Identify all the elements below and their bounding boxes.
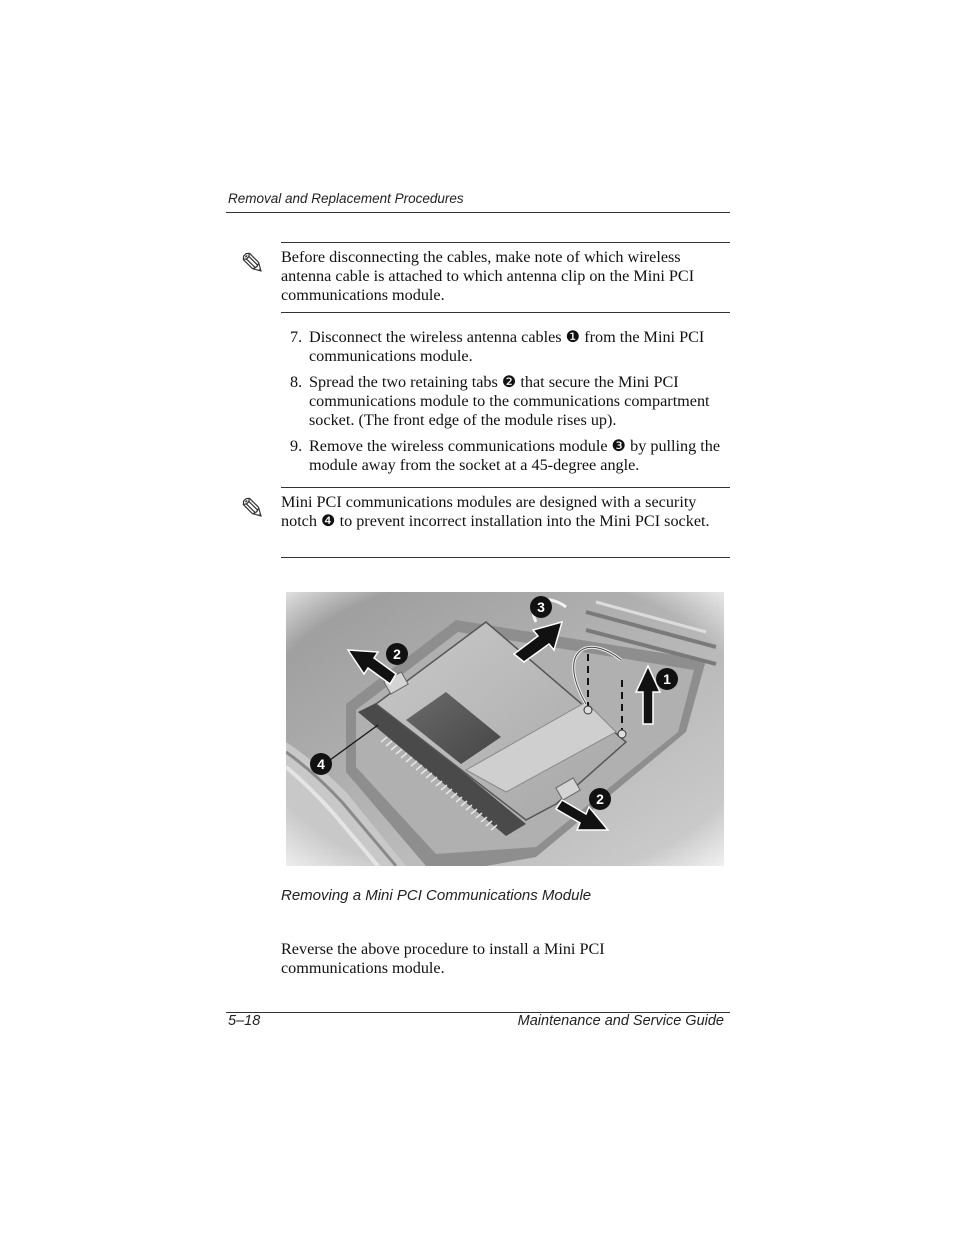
- svg-text:2: 2: [596, 791, 604, 807]
- list-item: [290, 437, 740, 477]
- step-text: Remove the wireless communications module ❸ by pulling the module away from the socket at a 45-degree angle.: [309, 437, 721, 474]
- svg-text:1: 1: [663, 671, 671, 687]
- note-bottom-rule: [281, 557, 730, 558]
- header-rule: [226, 212, 730, 213]
- mini-pci-removal-illustration: [286, 592, 724, 866]
- step-number: 9.: [290, 437, 303, 455]
- page-number: 5–18: [228, 1013, 261, 1029]
- callout-2: [589, 788, 611, 810]
- figure-caption: Removing a Mini PCI Communications Module: [281, 887, 592, 904]
- step-number: 8.: [290, 373, 303, 391]
- svg-text:4: 4: [317, 756, 325, 772]
- note-top-rule: [281, 487, 730, 488]
- pencil-note-icon: ✎: [240, 492, 266, 527]
- pencil-note-icon: ✎: [240, 247, 266, 282]
- list-item: [290, 373, 740, 433]
- callout-2: [386, 643, 408, 665]
- note-top-rule: [281, 242, 730, 243]
- running-header: Removal and Replacement Procedures: [228, 191, 464, 206]
- note-text: Before disconnecting the cables, make note of which wireless antenna cable is attached to which antenna clip on the Mini PCI communications module.: [281, 248, 695, 304]
- svg-text:2: 2: [393, 646, 401, 662]
- note-text: Mini PCI communications modules are designed with a security notch ❹ to prevent incorrect installation into the Mini PCI socket.: [281, 493, 710, 530]
- svg-text:3: 3: [537, 599, 545, 615]
- callout-3: [530, 596, 552, 618]
- callout-1: [656, 668, 678, 690]
- step-text: Spread the two retaining tabs ❷ that secure the Mini PCI communications module to the communications compartment socket. (The front edge of the module rises up).: [309, 373, 710, 429]
- closing-paragraph: Reverse the above procedure to install a Mini PCI communications module.: [281, 940, 605, 977]
- step-number: 7.: [290, 328, 303, 346]
- note-bottom-rule: [281, 312, 730, 313]
- callout-4: [310, 753, 332, 775]
- step-text: Disconnect the wireless antenna cables ❶ from the Mini PCI communications module.: [309, 328, 705, 365]
- footer-title: Maintenance and Service Guide: [517, 1013, 724, 1029]
- list-item: [290, 328, 740, 368]
